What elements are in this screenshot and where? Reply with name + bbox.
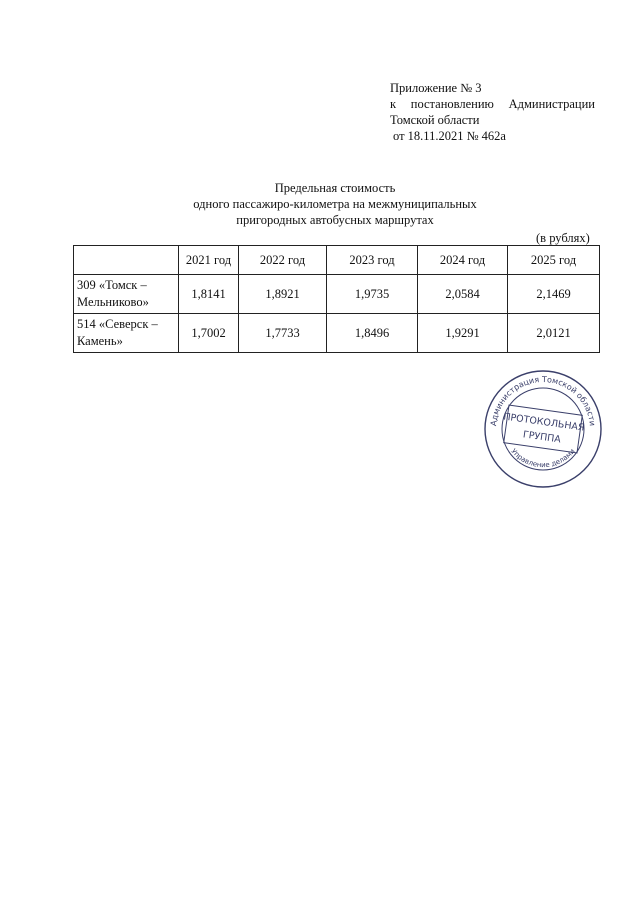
value-cell-2024: 2,0584	[418, 275, 508, 314]
stamp-center	[500, 404, 586, 453]
value-cell-2022: 1,8921	[239, 275, 327, 314]
value-cell-2024: 1,9291	[418, 314, 508, 353]
header-2021: 2021 год	[179, 246, 239, 275]
stamp-center-line-1: ПРОТОКОЛЬНАЯ	[502, 411, 586, 434]
appendix-word-k: к	[390, 97, 397, 111]
route-name-part-1: 514 «Северск –	[77, 317, 158, 331]
value-cell-2021: 1,7002	[179, 314, 239, 353]
table-header-row	[74, 246, 600, 275]
appendix-header	[390, 80, 595, 144]
document-title	[0, 180, 640, 228]
appendix-number: Приложение № 3	[390, 81, 482, 95]
appendix-region: Томской области	[390, 113, 480, 127]
official-stamp	[482, 368, 604, 490]
appendix-word-resolution: постановлению	[410, 97, 494, 111]
value-cell-2021: 1,8141	[179, 275, 239, 314]
header-2023: 2023 год	[327, 246, 418, 275]
table-row	[74, 275, 600, 314]
stamp-outer-text: Администрация Томской области	[489, 374, 597, 427]
header-empty-cell	[74, 246, 179, 275]
value-cell-2025: 2,1469	[508, 275, 600, 314]
stamp-center-line-2: ГРУППА	[522, 429, 562, 446]
appendix-date-number: от 18.11.2021 № 462а	[393, 129, 506, 143]
value-cell-2023: 1,8496	[327, 314, 418, 353]
title-line-2: одного пассажиро-километра на межмуниципальных	[193, 197, 477, 211]
appendix-resolution-line	[390, 96, 595, 112]
route-name-part-2: Мельниково»	[77, 295, 149, 309]
value-cell-2022: 1,7733	[239, 314, 327, 353]
title-line-3: пригородных автобусных маршрутах	[236, 213, 434, 227]
unit-note: (в рублях)	[536, 231, 590, 245]
appendix-word-administration: Администрации	[508, 97, 595, 111]
route-name-part-2: Камень»	[77, 334, 123, 348]
header-2025: 2025 год	[508, 246, 600, 275]
route-name-part-1: 309 «Томск –	[77, 278, 147, 292]
route-cell	[74, 275, 179, 314]
header-2022: 2022 год	[239, 246, 327, 275]
stamp-lower-text: Управление делами	[509, 447, 577, 470]
header-2024: 2024 год	[418, 246, 508, 275]
table-row	[74, 314, 600, 353]
value-cell-2025: 2,0121	[508, 314, 600, 353]
tariff-table	[73, 245, 600, 353]
title-line-1: Предельная стоимость	[274, 181, 396, 195]
value-cell-2023: 1,9735	[327, 275, 418, 314]
route-cell	[74, 314, 179, 353]
